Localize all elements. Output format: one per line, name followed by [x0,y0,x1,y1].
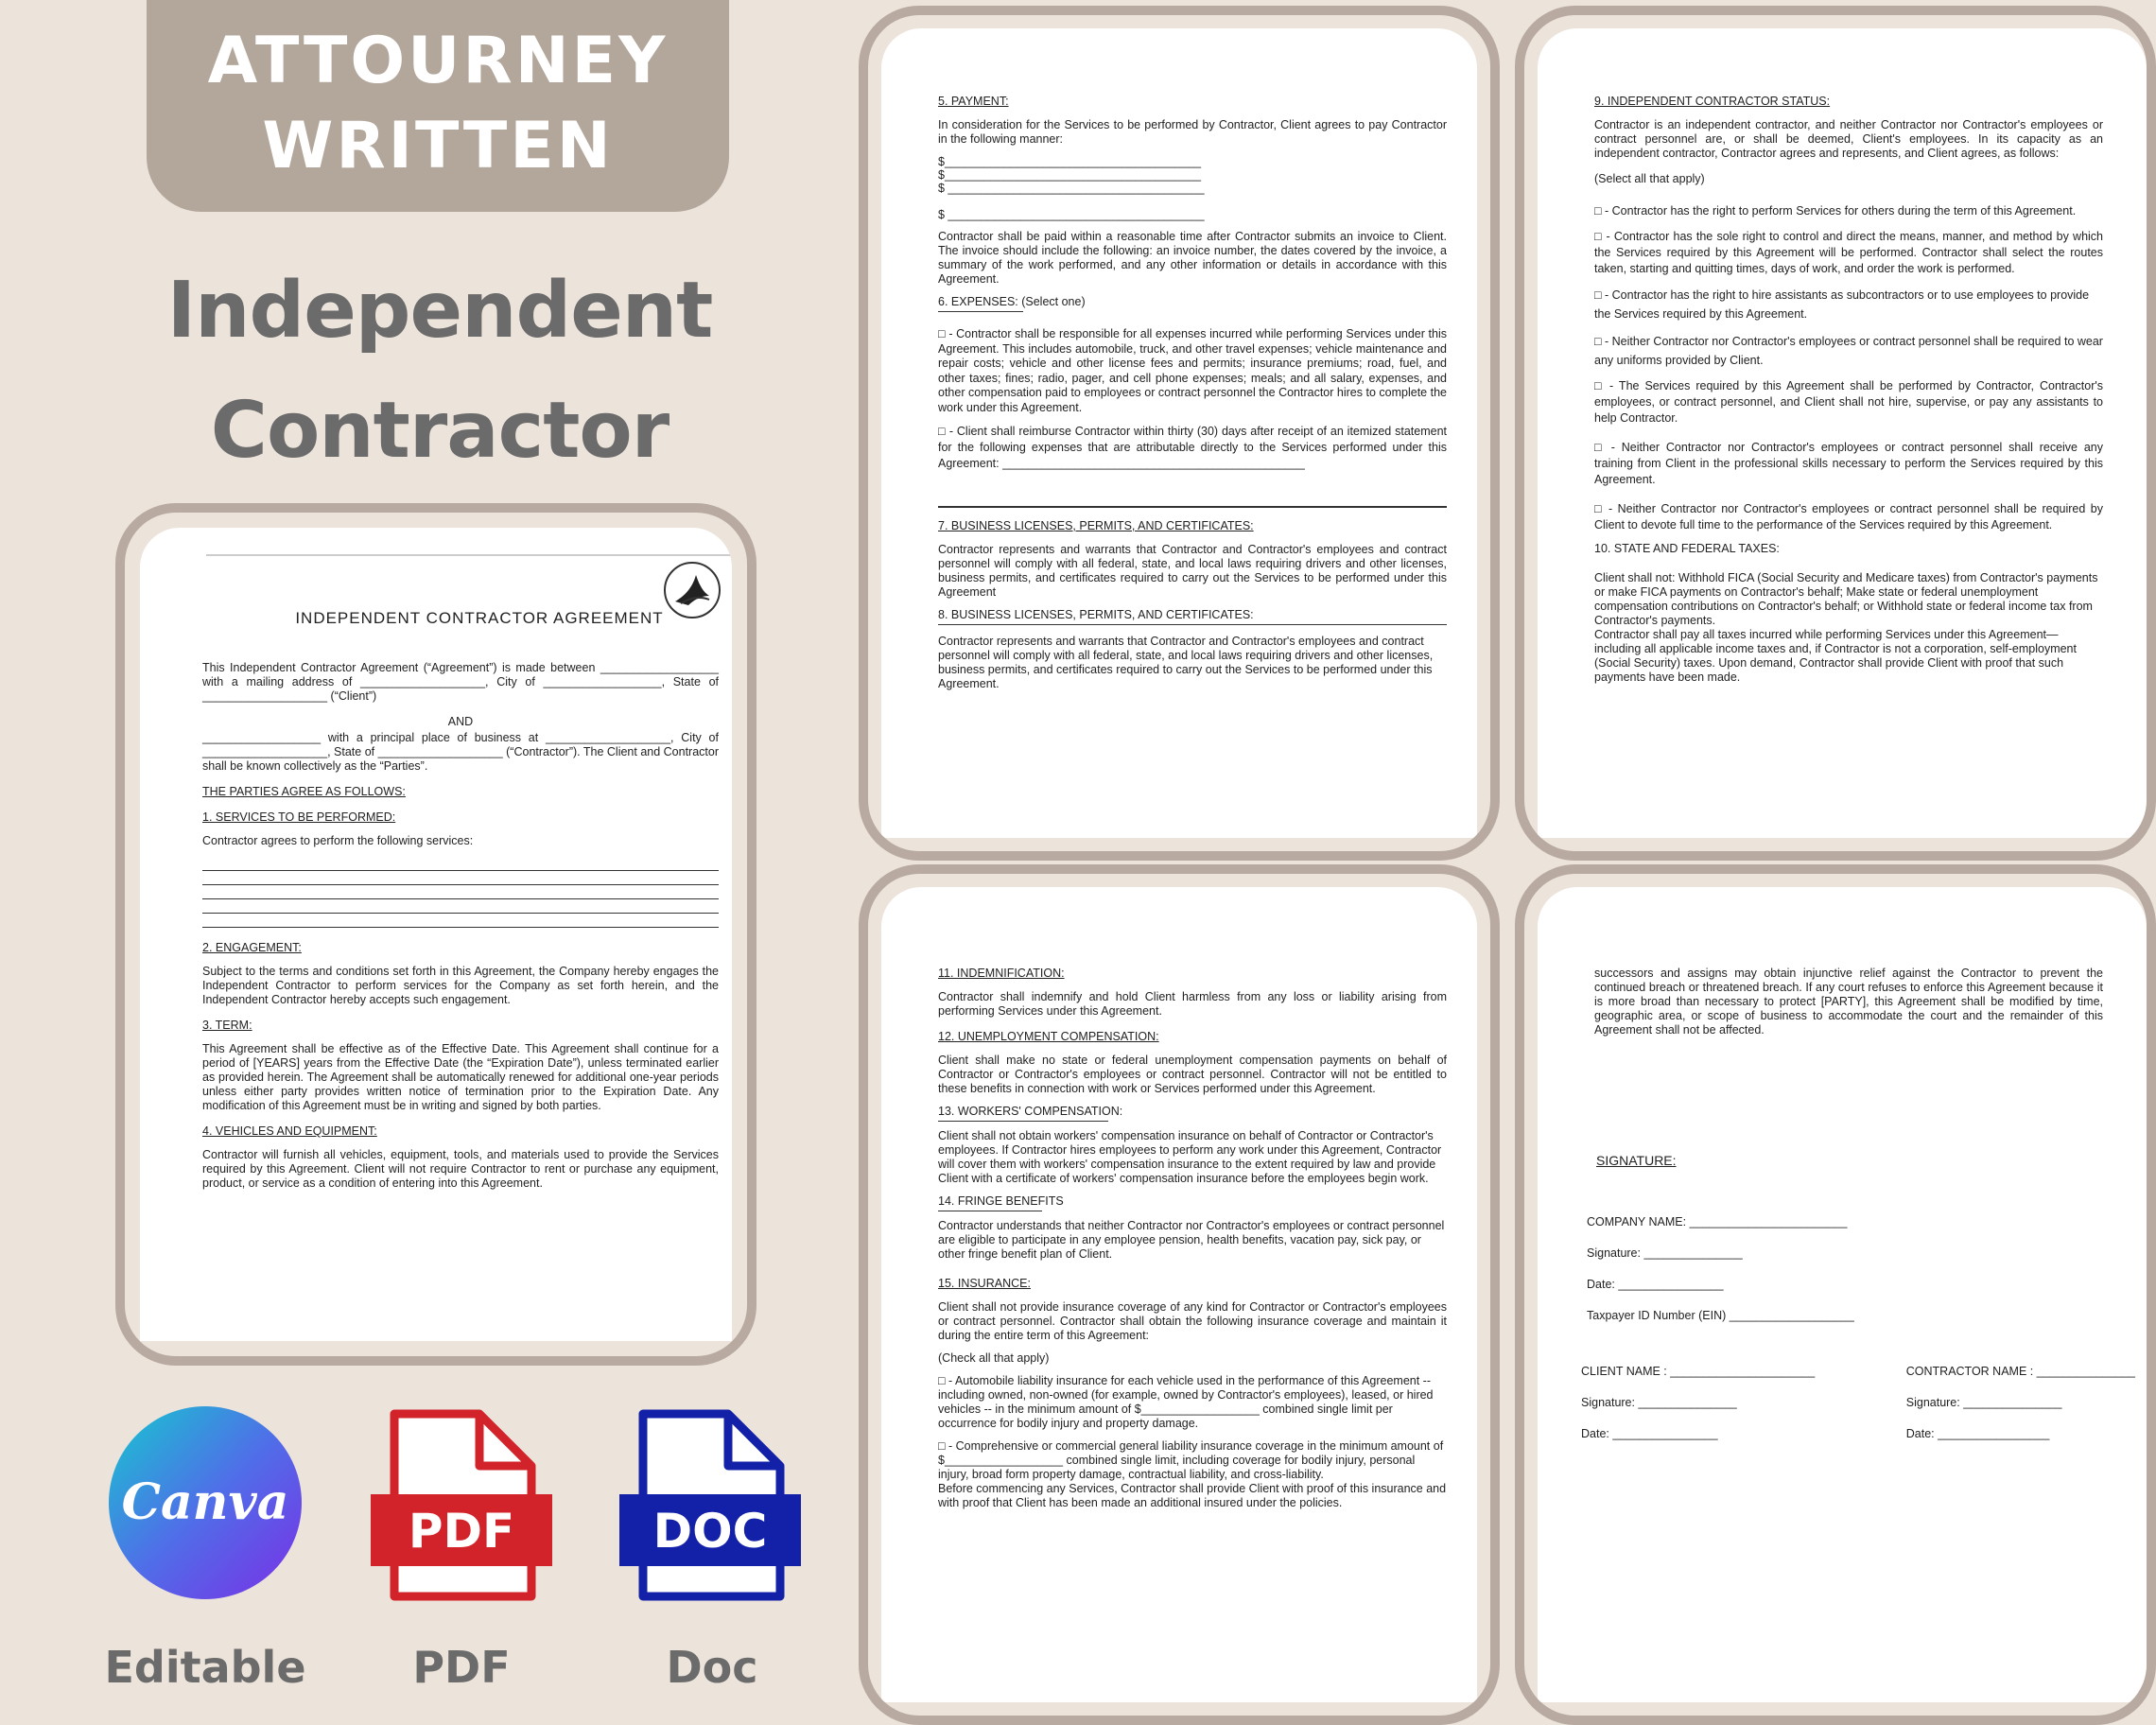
expense-option-b: □ - Client shall reimburse Contractor within thirty (30) days after receipt of an itemized statement for the following expenses that are attributable directly to the Services performed under this Agreement: ______________________________________________ [938,425,1447,470]
blank-line [202,871,719,885]
blank-line [202,857,719,871]
status-option-1: □ - Contractor has the right to perform Services for others during the term of this Agreement. [1594,204,2077,218]
section10-heading: 10. STATE AND FEDERAL TAXES: [1594,542,1780,555]
section2-text: Subject to the terms and conditions set forth in this Agreement, the Company hereby engages the Independent Contractor to perform services for the Company as set forth herein, and the Independent Contractor hereby accepts such engagement. [202,965,719,1006]
payment-lines: $_______________________________________ $_______________________________________ $ _______________________________________ $ _______________________________________ [938,155,1205,221]
section7-heading: 7. BUSINESS LICENSES, PERMITS, AND CERTIFICATES: [938,519,1254,532]
page-preview-3 [1515,6,2156,861]
status-option-2: □ - Contractor has the sole right to control and direct the means, manner, and method by which the Services required by this Agreement will be performed. Contractor shall select the routes taken, starting and quitting times, days of work, and order the work is performed. [1594,230,2103,275]
page3-body [1594,95,2103,693]
section8-rule [938,624,1447,625]
section11-text: Contractor shall indemnify and hold Client harmless from any loss or liability arising from performing Services under this Agreement. [938,990,1447,1018]
canva-icon [108,1405,303,1600]
section2-heading: 2. ENGAGEMENT: [202,941,302,954]
page-preview-1 [115,503,756,1366]
signature-block [1581,1153,2135,1458]
header-rule [206,554,732,556]
insurance-option-1: □ - Automobile liability insurance for each vehicle used in the performance of this Agreement -- including owned, non-owned (for example, owned by Contractor's employees), leased, or hired vehicles -- in the minimum amount of $__________________ combined single limit per occurrence for bodily injury and property damage. [938,1374,1434,1430]
title-line1: Independent Contractor [166,266,713,476]
continued-text: successors and assigns may obtain injunctive relief against the Contractor to prevent the continued breach or threatened breach. If any court refuses to enforce this Agreement because it is more broad than necessary to protect [PARTY], this Agreement shall be modified by time, geographic area, or scope of business to accommodate the court and the remainder of this Agreement shall not be affected. [1594,967,2103,1037]
blank-line [202,914,719,928]
section4-heading: 4. VEHICLES AND EQUIPMENT: [202,1124,377,1138]
company-date-field[interactable]: Date: ________________ [1587,1278,1724,1291]
contractor-name-field[interactable]: CONTRACTOR NAME : _______________ [1905,1365,2135,1378]
section11-heading: 11. INDEMNIFICATION: [938,967,1065,980]
editable-label: Editable [104,1642,306,1693]
section14-text: Contractor understands that neither Contractor nor Contractor's employees or contract personnel are eligible to participate in any employee pension, health benefits, vacation pay, sick pay, or other fringe benefit plan of Client. [938,1219,1445,1261]
intro-contractor: __________________ with a principal place of business at ___________________, City of ___________________, State of ___________________ (“Contractor”). The Client and Contractor shall be known collectively as the “Parties”. [202,731,720,773]
page-preview-4 [859,864,1500,1725]
client-column [1581,1365,1815,1458]
section8-text: Contractor represents and warrants that Contractor and Contractor's employees and contract personnel will comply with all federal, state, and local laws requiring drivers and other licenses, business permits, and certificates required to carry out the Services to be performed under this Agreement. [938,635,1434,690]
signature-heading: SIGNATURE: [1596,1153,1677,1168]
section12-heading: 12. UNEMPLOYMENT COMPENSATION: [938,1030,1159,1043]
client-signature-field[interactable]: Signature: _______________ [1581,1396,1737,1409]
company-signature-field[interactable]: Signature: _______________ [1587,1246,1743,1260]
client-name-field[interactable]: CLIENT NAME : ______________________ [1581,1365,1816,1378]
agreement-heading: INDEPENDENT CONTRACTOR AGREEMENT [295,609,664,627]
ein-field[interactable]: Taxpayer ID Number (EIN) ___________________ [1587,1309,1854,1322]
section5-text2: Contractor shall be paid within a reasonable time after Contractor submits an invoice to Client. The invoice should include the following: an invoice number, the dates covered by the invoice, a summary of the work performed, and any other information or details in accordance with this Agreement. [938,230,1447,286]
section7-text: Contractor represents and warrants that Contractor and Contractor's employees and contract personnel will comply with all federal, state, and local laws requiring drivers and other licenses, business permits, and certificates required to carry out the Services to be performed under this Agreement [938,543,1447,599]
canva-wordmark: Canva [121,1473,289,1531]
client-date-field[interactable]: Date: ________________ [1581,1427,1718,1440]
expense-option-a: □ - Contractor shall be responsible for all expenses incurred while performing Services under this Agreement. This includes automobile, truck, and other travel expenses; vehicle maintenance and repair costs; vehicle and other license fees and permits; insurance premiums; road, fuel, and other taxes; fines; radio, pager, and cell phone expenses; meals; and all salary, expenses, and other compensation paid to employees or contract personnel the Contractor hires to complete the work under this Agreement. [938,327,1447,414]
parties-agree: THE PARTIES AGREE AS FOLLOWS: [202,785,406,798]
contractor-signature-field[interactable]: Signature: _______________ [1905,1396,2062,1409]
status-option-4: □ - Neither Contractor nor Contractor's employees or contract personnel shall be required to wear any uniforms provided by Client. [1594,335,2103,367]
page1-body [202,611,719,1199]
section8-heading: 8. BUSINESS LICENSES, PERMITS, AND CERTIFICATES: [938,608,1254,621]
status-option-6: □ - Neither Contractor nor Contractor's employees or contract personnel shall receive any training from Client in the professional skills necessary to perform the Services required by this Agreement. [1594,441,2103,486]
pdf-icon-label: PDF [408,1504,515,1559]
status-option-7: □ - Neither Contractor nor Contractor's employees or contract personnel shall be required by Client to devote full time to the performance of the Services required by this Agreement. [1594,502,2103,531]
page-preview-5 [1515,864,2156,1725]
section9-text: Contractor is an independent contractor, and neither Contractor nor Contractor's employees or contract personnel are, or shall be deemed, Client's employees. In its capacity as an independent contractor, Contractor agrees and represents, and Client agrees, as follows: [1594,118,2103,160]
section4-text: Contractor will furnish all vehicles, equipment, tools, and materials used to provide the Services required by this Agreement. Client will not require Contractor to rent or purchase any equipment, product, or service as a condition of entering into this Agreement. [202,1148,719,1190]
page-preview-2 [859,6,1500,861]
section15-text: Client shall not provide insurance coverage of any kind for Contractor or Contractor's employees or contract personnel. Contractor shall obtain the following insurance coverage and maintain it during the entire term of this Agreement: [938,1300,1447,1342]
badge-line1: ATTOURNEY [207,24,669,98]
section6-heading: 6. EXPENSES: (Select one) [938,295,1086,308]
section1-heading: 1. SERVICES TO BE PERFORMED: [202,810,396,824]
company-name-field[interactable]: COMPANY NAME: ________________________ [1587,1215,1848,1228]
status-option-3: □ - Contractor has the right to hire assistants as subcontractors or to use employees to provide the Services required by this Agreement. [1594,288,2090,321]
badge-line2: WRITTEN [262,109,614,183]
blank-line [202,899,719,914]
check-all: (Check all that apply) [938,1351,1050,1365]
select-all: (Select all that apply) [1594,172,1705,185]
contractor-date-field[interactable]: Date: _________________ [1905,1427,2050,1440]
section5-text: In consideration for the Services to be performed by Contractor, Client agrees to pay Contractor in the following manner: [938,118,1447,146]
pdf-file-icon [371,1409,552,1604]
section13-rule [938,1121,1108,1122]
doc-label: Doc [666,1642,758,1693]
status-option-5: □ - The Services required by this Agreement shall be performed by Contractor, Contractor's employees, or contract personnel, and Client shall not hire, supervise, or pay any assistants to help Contractor. [1594,379,2103,425]
section14-heading: 14. FRINGE BENEFITS [938,1194,1064,1208]
section13-text: Client shall not obtain workers' compensation insurance on behalf of Contractor or Contractor's employees. If Contractor hires employees to perform any work under this Agreement, Contractor will cover them with workers' compensation insurance to the extent required by law and provide Client with a certificate of workers' compensation insurance before the employees begin work. [938,1129,1442,1185]
section9-heading: 9. INDEPENDENT CONTRACTOR STATUS: [1594,95,1831,108]
and-text: AND [447,715,474,728]
section10-text: Client shall not: Withhold FICA (Social Security and Medicare taxes) from Contractor's payments or make FICA payments on Contractor's behalf; Make state or federal unemployment compensation contributions on Contractor's behalf; or Withhold state or federal income tax from Contractor's payments. Contractor shall pay all taxes incurred while performing Services under this Agreement—including all applicable income taxes and, if Contractor is not a corporation, self-employment (Social Security) taxes. Upon demand, Contractor shall provide Client with proof that such payments have been made. [1594,571,2098,684]
section3-text: This Agreement shall be effective as of the Effective Date. This Agreement shall continue for a period of [YEARS] years from the Effective Date (the “Expiration Date”), unless terminated earlier as provided herein. The Agreement shall be automatically renewed for additional one-year periods unless either party provides written notice of termination prior to the Expiration Date. Any modification of this Agreement must be in writing and signed by both parties. [202,1042,719,1112]
doc-file-icon [619,1409,801,1604]
section3-heading: 3. TERM: [202,1019,252,1032]
page2-body [938,95,1447,700]
section5-heading: 5. PAYMENT: [938,95,1009,108]
section15-heading: 15. INSURANCE: [938,1277,1031,1290]
intro-client: This Independent Contractor Agreement (“Agreement”) is made between __________________ with a mailing address of ___________________, City of __________________, State of ___________________ (“Client”) [202,661,719,703]
section12-text: Client shall make no state or federal unemployment compensation payments on behalf of Contractor or Contractor's employees or contract personnel. Contractor will not be entitled to these benefits in connection with work or Services performed under this Agreement. [938,1054,1447,1095]
pdf-label: PDF [412,1642,511,1693]
doc-icon-label: DOC [652,1504,768,1559]
attourney-written-badge [147,0,729,212]
section-divider [938,506,1447,508]
page5-body [1594,967,2103,1046]
section13-heading: 13. WORKERS' COMPENSATION: [938,1105,1123,1118]
contractor-column [1906,1365,2135,1458]
party-signatures [1581,1365,2135,1458]
select-line [938,311,1023,312]
section1-text: Contractor agrees to perform the following services: [202,834,474,847]
services-lines [202,857,719,928]
blank-line [202,885,719,899]
page4-body [938,967,1447,1519]
insurance-option-2: □ - Comprehensive or commercial general liability insurance coverage in the minimum amount of $__________________ combined single limit, including coverage for bodily injury, personal injury, broad form property damage, contractual liability, and cross-liability. Before commencing any Services, Contractor shall provide Client with proof of this insurance and with proof that Client has been made an additional insured under the policies. [938,1439,1447,1509]
